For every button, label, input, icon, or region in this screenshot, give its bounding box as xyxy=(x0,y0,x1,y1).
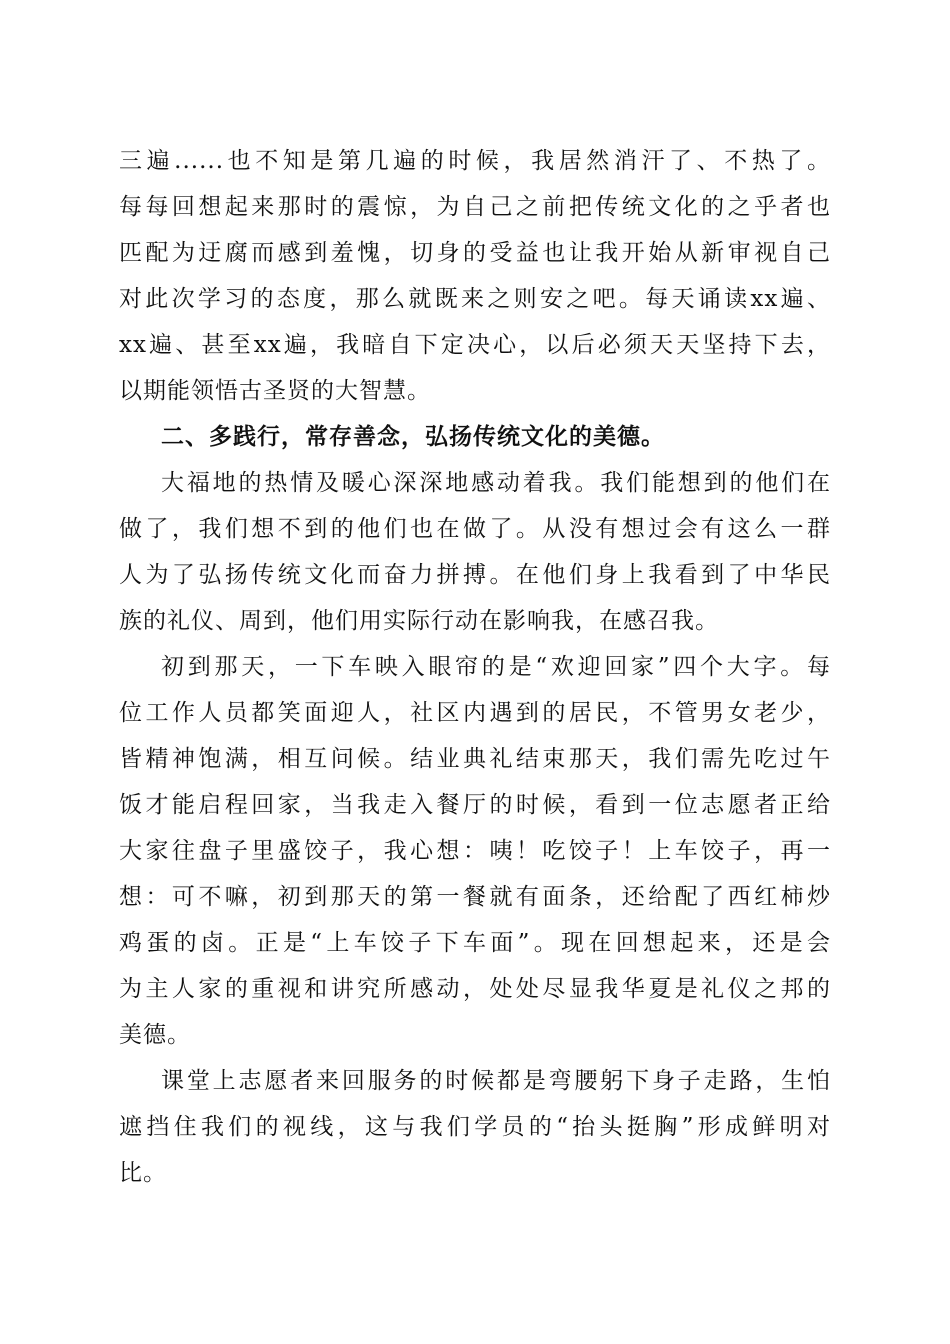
text-line: 遮挡住我们的视线，这与我们学员的“抬头挺胸”形成鲜明对 xyxy=(119,1114,831,1140)
text-line: 课堂上志愿者来回服务的时候都是弯腰躬下身子走路，生怕 xyxy=(161,1068,831,1094)
text-line: 比。 xyxy=(119,1160,167,1186)
text-line: 初到那天，一下车映入眼帘的是“欢迎回家”四个大字。每 xyxy=(161,654,831,680)
text-line: 鸡蛋的卤。正是“上车饺子下车面”。现在回想起来，还是会 xyxy=(119,930,831,956)
text-line: 皆精神饱满，相互问候。结业典礼结束那天，我们需先吃过午 xyxy=(119,746,831,772)
text-line: 为主人家的重视和讲究所感动，处处尽显我华夏是礼仪之邦的 xyxy=(119,976,831,1002)
text-line: 以期能领悟古圣贤的大智慧。 xyxy=(119,378,431,404)
text-line: xx遍、甚至xx遍，我暗自下定决心，以后必须天天坚持下去， xyxy=(119,332,831,358)
text-line: 每每回想起来那时的震惊，为自己之前把传统文化的之乎者也 xyxy=(119,194,831,220)
text-line: 大家往盘子里盛饺子，我心想：咦！吃饺子！上车饺子，再一 xyxy=(119,838,831,864)
section-heading: 二、多践行，常存善念，弘扬传统文化的美德。 xyxy=(161,424,665,450)
text-line: 族的礼仪、周到，他们用实际行动在影响我，在感召我。 xyxy=(119,608,719,634)
text-line: 想：可不嘛，初到那天的第一餐就有面条，还给配了西红柿炒 xyxy=(119,884,831,910)
text-line: 匹配为迂腐而感到羞愧，切身的受益也让我开始从新审视自己 xyxy=(119,240,831,266)
text-line: 人为了弘扬传统文化而奋力拼搏。在他们身上我看到了中华民 xyxy=(119,562,831,588)
text-line: 饭才能启程回家，当我走入餐厅的时候，看到一位志愿者正给 xyxy=(119,792,831,818)
text-line: 对此次学习的态度，那么就既来之则安之吧。每天诵读xx遍、 xyxy=(119,286,831,312)
text-line: 大福地的热情及暖心深深地感动着我。我们能想到的他们在 xyxy=(161,470,831,496)
text-line: 位工作人员都笑面迎人，社区内遇到的居民，不管男女老少， xyxy=(119,700,831,726)
document-body xyxy=(119,138,831,1196)
text-line: 三遍......也不知是第几遍的时候，我居然消汗了、不热了。 xyxy=(119,148,831,174)
text-line: 美德。 xyxy=(119,1022,191,1048)
text-line: 做了，我们想不到的他们也在做了。从没有想过会有这么一群 xyxy=(119,516,831,542)
